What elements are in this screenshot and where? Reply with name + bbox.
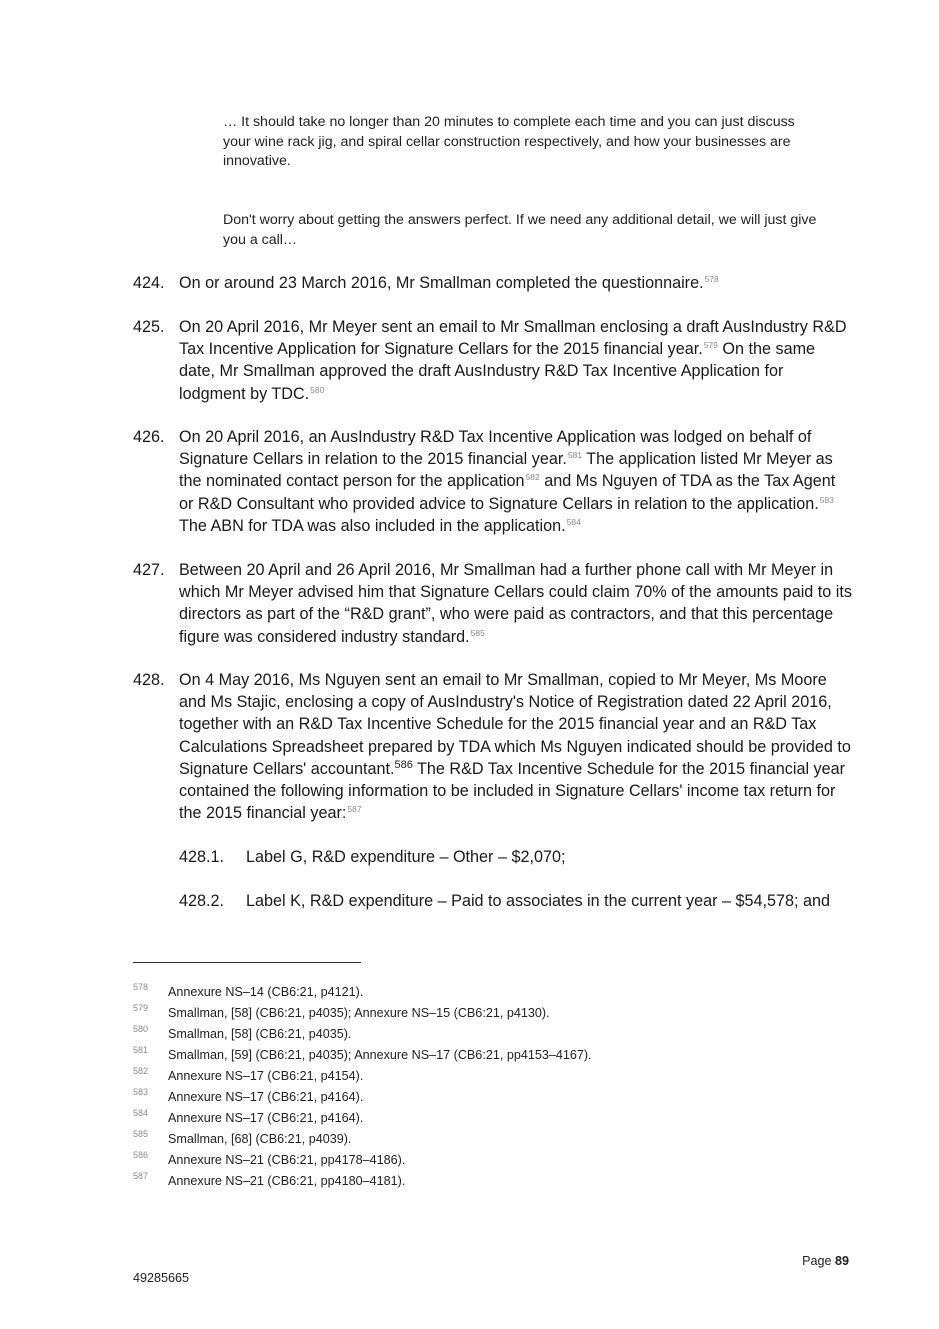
footnote-number: 584 xyxy=(133,1108,149,1118)
footnote-number: 583 xyxy=(133,1087,149,1097)
subparagraph-428-1 xyxy=(179,846,851,868)
footnote xyxy=(133,1108,833,1132)
paragraph-text: On 20 April 2016, an AusIndustry R&D Tax Incentive Application was lodged on behalf of Signature Cellars in relation to the 2015 financial year. xyxy=(179,428,812,469)
footnote-text: Annexure NS–21 (CB6:21, pp4178–4186). xyxy=(168,1153,406,1167)
paragraph-text: On 4 May 2016, Ms Nguyen sent an email to Mr Smallman, copied to Mr Meyer, Ms Moore and Ms Stajic, enclosing a copy of AusIndustry's Notice of Registration dated 22 April 2016, together with an R&D Tax Incentive Schedule for the 2015 financial year and an R&D Tax Calculations Spreadsheet prepared by TDA which Ms Nguyen indicated should be provided to Signature Cellars' accountant. xyxy=(179,671,851,778)
paragraph-428 xyxy=(133,669,853,824)
footnote-number: 578 xyxy=(133,982,149,992)
paragraph-number: 425. xyxy=(133,318,165,336)
paragraph-number: 426. xyxy=(133,428,165,446)
footnote-ref[interactable]: 585 xyxy=(470,627,485,638)
paragraph-body xyxy=(179,559,853,648)
paragraph-text: and Ms Nguyen of TDA as the Tax Agent or R&D Consultant who provided advice to Signature Cellars in relation to the application. xyxy=(179,472,836,513)
footnote-ref[interactable]: 583 xyxy=(819,494,834,505)
subparagraph-number: 428.2. xyxy=(179,892,225,910)
footnote-number: 587 xyxy=(133,1171,149,1181)
footnote-ref[interactable]: 579 xyxy=(703,340,718,351)
footnote-ref[interactable]: 580 xyxy=(310,384,325,395)
paragraph-body xyxy=(179,669,853,824)
footnote-text: Annexure NS–14 (CB6:21, p4121). xyxy=(168,985,364,999)
paragraph-text: The ABN for TDA was also included in the application. xyxy=(179,516,566,535)
footnote-text: Annexure NS–17 (CB6:21, p4164). xyxy=(168,1090,364,1104)
footnote xyxy=(133,1129,833,1153)
paragraph-number: 427. xyxy=(133,561,165,579)
footnote-text: Smallman, [58] (CB6:21, p4035); Annexure NS–15 (CB6:21, p4130). xyxy=(168,1006,550,1020)
footnote xyxy=(133,1066,833,1090)
page-number-value: 89 xyxy=(834,1254,849,1268)
footnote-text: Annexure NS–17 (CB6:21, p4154). xyxy=(168,1069,364,1083)
footnote-separator xyxy=(133,962,361,963)
footnote-number: 586 xyxy=(133,1150,149,1160)
footnote xyxy=(133,1171,833,1195)
footnote-number: 582 xyxy=(133,1066,149,1076)
page-label: Page xyxy=(802,1254,832,1268)
paragraph-text: The R&D Tax Incentive Schedule for the 2015 financial year contained the following information to be included in Signature Cellars' income tax return for the 2015 financial year: xyxy=(179,759,846,823)
footnote-ref[interactable]: 582 xyxy=(525,472,540,483)
footnote xyxy=(133,1150,833,1174)
footnote xyxy=(133,1087,833,1111)
paragraph-number: 424. xyxy=(133,274,165,292)
paragraph-body xyxy=(179,426,853,537)
footnote xyxy=(133,1003,833,1027)
paragraph-text: On or around 23 March 2016, Mr Smallman completed the questionnaire. xyxy=(179,274,704,292)
quote-paragraph-2: Don't worry about getting the answers perfect. If we need any additional detail, we will just give you a call… xyxy=(223,212,817,248)
footnote-text: Smallman, [59] (CB6:21, p4035); Annexure NS–17 (CB6:21, pp4153–4167). xyxy=(168,1048,592,1062)
footnote-number: 585 xyxy=(133,1129,149,1139)
footnote-ref[interactable]: 584 xyxy=(566,516,581,527)
footnote-ref[interactable]: 578 xyxy=(704,274,719,284)
subparagraph-428-2 xyxy=(179,890,851,912)
paragraph-text: On the same date, Mr Smallman approved the draft AusIndustry R&D Tax Incentive Application for lodgment by TDC. xyxy=(179,340,816,403)
paragraph-body xyxy=(179,272,853,294)
footnote-number: 580 xyxy=(133,1024,149,1034)
footnote-text: Smallman, [58] (CB6:21, p4035). xyxy=(168,1027,352,1041)
footnote-text: Smallman, [68] (CB6:21, p4039). xyxy=(168,1132,352,1146)
footnote-ref[interactable]: 587 xyxy=(347,804,362,815)
paragraph-427 xyxy=(133,559,853,648)
subparagraph-number: 428.1. xyxy=(179,848,225,866)
paragraph-body xyxy=(179,316,853,405)
footnotes-list xyxy=(133,982,833,1195)
document-id: 49285665 xyxy=(133,1271,190,1285)
footnote-number: 581 xyxy=(133,1045,149,1055)
footnote xyxy=(133,1045,833,1069)
footnote xyxy=(133,982,833,1006)
paragraph-text: Between 20 April and 26 April 2016, Mr Smallman had a further phone call with Mr Meyer in which Mr Meyer advised him that Signature Cellars could claim 70% of the amounts paid to its directors as part of the “R&D grant”, who were paid as contractors, and that this percentage figure was considered industry standard. xyxy=(179,561,852,646)
footnote-number: 579 xyxy=(133,1003,149,1013)
subparagraph-text: Label G, R&D expenditure – Other – $2,070; xyxy=(246,848,566,866)
paragraph-text: The application listed Mr Meyer as the nominated contact person for the application xyxy=(179,450,833,491)
paragraph-424 xyxy=(133,272,853,294)
paragraph-text: On 20 April 2016, Mr Meyer sent an email to Mr Smallman enclosing a draft AusIndustry R&D Tax Incentive Application for Signature Cellars for the 2015 financial year. xyxy=(179,318,847,359)
footnote xyxy=(133,1024,833,1048)
paragraph-425 xyxy=(133,316,853,405)
footnote-text: Annexure NS–21 (CB6:21, pp4180–4181). xyxy=(168,1174,406,1188)
paragraph-426 xyxy=(133,426,853,537)
quote-paragraph-1: … It should take no longer than 20 minutes to complete each time and you can just discuss your wine rack jig, and spiral cellar construction respectively, and how your businesses are innovative. xyxy=(223,114,795,169)
footnote-ref[interactable]: 586 xyxy=(394,758,413,771)
footnote-text: Annexure NS–17 (CB6:21, p4164). xyxy=(168,1111,364,1125)
page-number xyxy=(802,1254,849,1268)
paragraph-number: 428. xyxy=(133,671,165,689)
footnote-ref[interactable]: 581 xyxy=(567,450,583,461)
subparagraph-text: Label K, R&D expenditure – Paid to associates in the current year – $54,578; and xyxy=(246,892,831,910)
